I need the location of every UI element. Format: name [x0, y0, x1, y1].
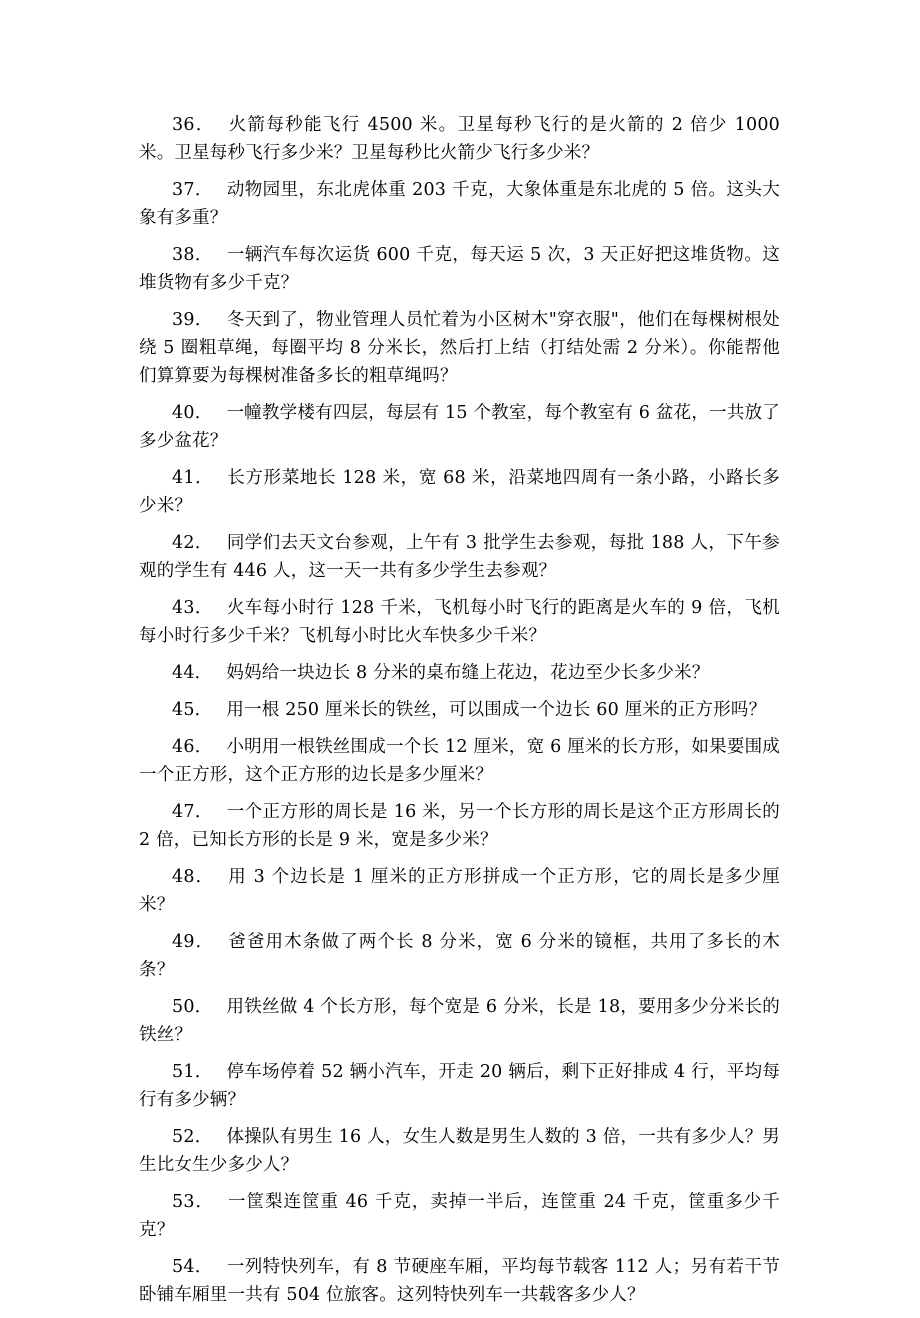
problem-item [139, 241, 780, 297]
problem-item [139, 306, 780, 390]
problem-item [139, 529, 780, 585]
problem-text: 用铁丝做 4 个长方形，每个宽是 6 分米，长是 18，要用多少分米长的铁丝？ [139, 997, 780, 1045]
problem-text: 动物园里，东北虎体重 203 千克，大象体重是东北虎的 5 倍。这头大象有多重？ [139, 180, 780, 228]
problem-number: 42． [172, 533, 213, 553]
problem-text: 一列特快列车，有 8 节硬座车厢，平均每节载客 112 人；另有若干节卧铺车厢里一共有 504 位旅客。这列特快列车一共载客多少人？ [139, 1257, 780, 1305]
problem-item [139, 1188, 780, 1244]
problem-text: 一筐梨连筐重 46 千克，卖掉一半后，连筐重 24 千克，筐重多少千克？ [139, 1192, 780, 1240]
problem-item [139, 1123, 780, 1179]
problem-number: 44． [172, 663, 213, 683]
problem-text: 火车每小时行 128 千米，飞机每小时飞行的距离是火车的 9 倍，飞机每小时行多少千米？飞机每小时比火车快多少千米？ [139, 598, 780, 646]
problem-text: 一个正方形的周长是 16 米，另一个长方形的周长是这个正方形周长的 2 倍，已知长方形的长是 9 米，宽是多少米？ [139, 802, 780, 850]
problem-number: 49． [172, 932, 215, 952]
problem-number: 39． [172, 310, 213, 330]
problem-number: 51． [172, 1062, 213, 1082]
problem-text: 停车场停着 52 辆小汽车，开走 20 辆后，剩下正好排成 4 行，平均每行有多少辆？ [139, 1062, 780, 1110]
problem-number: 38． [172, 245, 213, 265]
problem-number: 50． [172, 997, 213, 1017]
problem-number: 54． [172, 1257, 213, 1277]
problem-number: 41． [172, 468, 214, 488]
problem-item [139, 594, 780, 650]
problem-item [139, 1058, 780, 1114]
problem-item [139, 464, 780, 520]
problem-number: 40． [172, 403, 213, 423]
problem-list [139, 111, 780, 1318]
problem-item [139, 798, 780, 854]
problem-item [139, 1253, 780, 1309]
problem-number: 52． [172, 1127, 213, 1147]
problem-number: 53． [172, 1192, 214, 1212]
problem-item [139, 176, 780, 232]
problem-item [139, 111, 780, 167]
problem-text: 用一根 250 厘米长的铁丝，可以围成一个边长 60 厘米的正方形吗？ [226, 700, 767, 720]
problem-item [139, 696, 780, 724]
problem-text: 小明用一根铁丝围成一个长 12 厘米，宽 6 厘米的长方形，如果要围成一个正方形，这个正方形的边长是多少厘米？ [139, 737, 780, 785]
problem-number: 43． [172, 598, 213, 618]
problem-text: 火箭每秒能飞行 4500 米。卫星每秒飞行的是火箭的 2 倍少 1000 米。卫星每秒飞行多少米？卫星每秒比火箭少飞行多少米？ [139, 115, 780, 163]
problem-text: 冬天到了，物业管理人员忙着为小区树木"穿衣服"，他们在每棵树根处绕 5 圈粗草绳，每圈平均 8 分米长，然后打上结（打结处需 2 分米）。你能帮他们算算要为每棵树准备多长的粗草绳吗？ [139, 310, 780, 386]
problem-number: 37． [172, 180, 213, 200]
problem-number: 48． [172, 867, 215, 887]
problem-text: 一幢教学楼有四层，每层有 15 个教室，每个教室有 6 盆花，一共放了多少盆花？ [139, 403, 780, 451]
problem-text: 长方形菜地长 128 米，宽 68 米，沿菜地四周有一条小路，小路长多少米？ [139, 468, 781, 516]
problem-item [139, 399, 780, 455]
problem-number: 47． [172, 802, 213, 822]
problem-item [139, 993, 780, 1049]
problem-item [139, 928, 780, 984]
problem-item [139, 863, 780, 919]
problem-text: 体操队有男生 16 人，女生人数是男生人数的 3 倍，一共有多少人？男生比女生少多少人？ [139, 1127, 780, 1175]
problem-text: 用 3 个边长是 1 厘米的正方形拼成一个正方形，它的周长是多少厘米？ [139, 867, 780, 915]
problem-text: 爸爸用木条做了两个长 8 分米，宽 6 分米的镜框，共用了多长的木条？ [139, 932, 780, 980]
problem-text: 一辆汽车每次运货 600 千克，每天运 5 次，3 天正好把这堆货物。这堆货物有多少千克？ [139, 245, 780, 293]
problem-item [139, 659, 780, 687]
problem-text: 同学们去天文台参观，上午有 3 批学生去参观，每批 188 人，下午参观的学生有 446 人，这一天一共有多少学生去参观？ [139, 533, 780, 581]
problem-number: 45． [172, 700, 213, 720]
problem-number: 36． [172, 115, 215, 135]
problem-text: 妈妈给一块边长 8 分米的桌布缝上花边，花边至少长多少米？ [226, 663, 710, 683]
problem-item [139, 733, 780, 789]
problem-number: 46． [172, 737, 213, 757]
